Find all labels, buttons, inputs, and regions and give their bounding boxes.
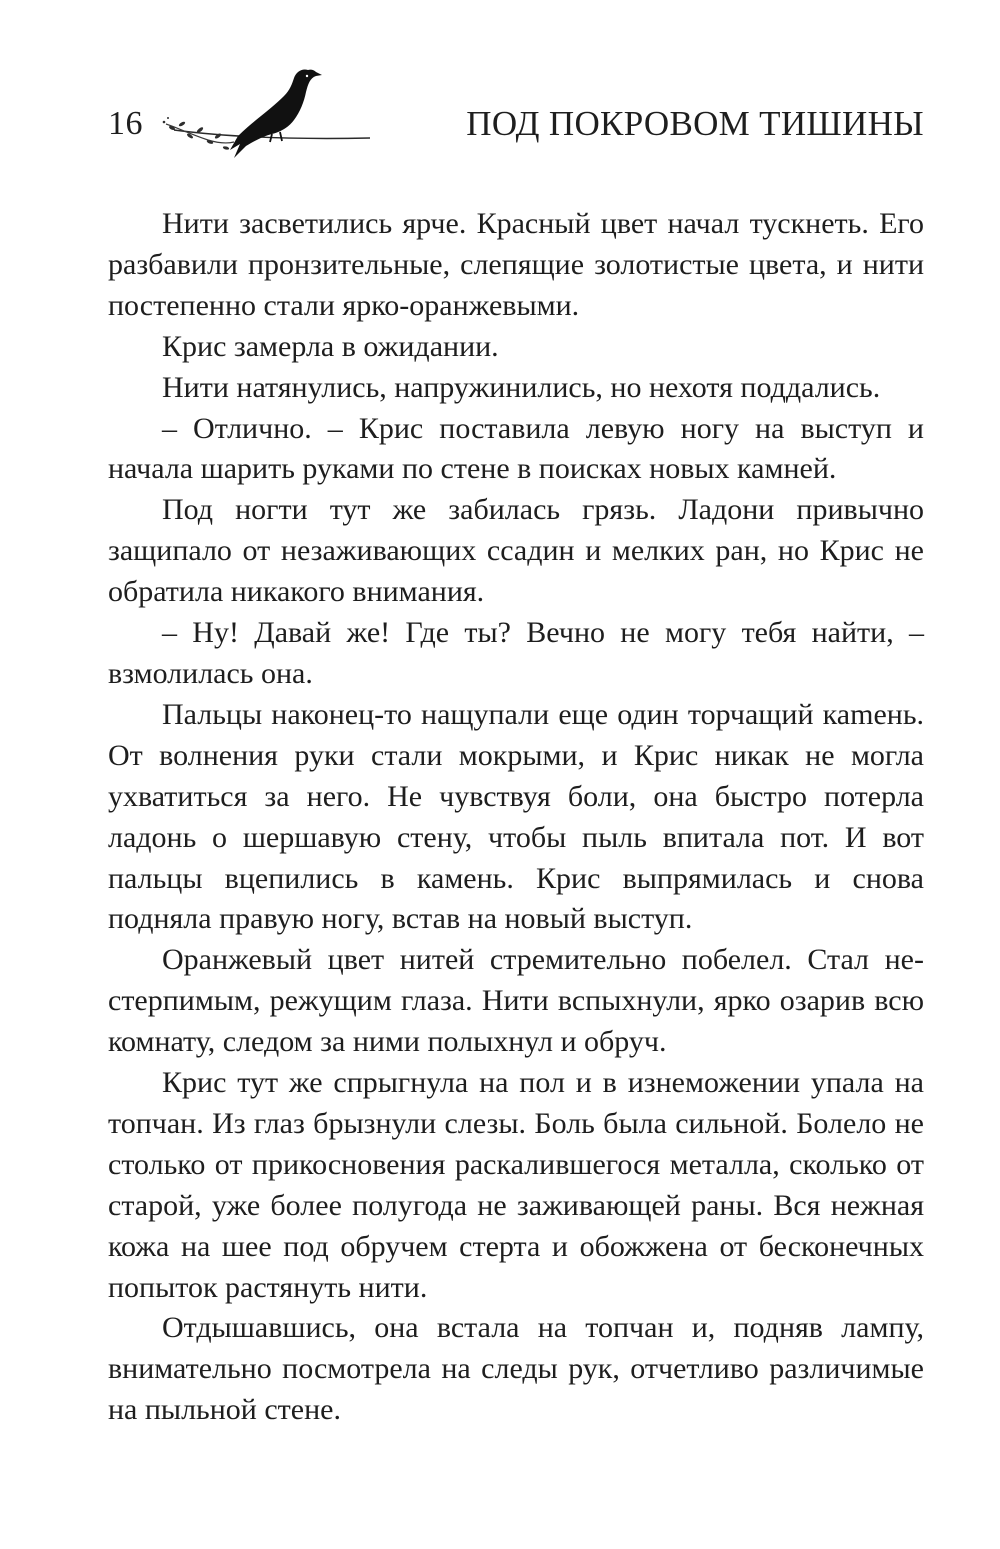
crow-on-branch-icon [160, 58, 375, 163]
paragraph: Крис тут же спрыгнула на пол и в изнеможении упала на топчан. Из глаз брызнули слезы. Боль была сильной. Болело не столько от прикосновения раскалившегося металла, сколько от старой, уже более полугода не заживающей раны. Вся нежная кожа на шее под обручем стерта и обожжена от бесконечных попыток растянуть нити. [108, 1066, 924, 1304]
paragraph: – Отлично. – Крис поставила левую ногу на выступ и начала шарить руками по стене в поисках новых камней. [108, 411, 924, 486]
paragraph: – Ну! Давай же! Где ты? Вечно не могу тебя найти, – взмолилась она. [108, 616, 924, 690]
page-header [0, 0, 1000, 175]
paragraph: Под ногти тут же забилась грязь. Ладони привычно защипало от незаживающих ссадин и мелких ран, но Крис не обратила никакого внимания. [108, 493, 924, 609]
running-title: ПОД ПОКРОВОМ ТИШИНЫ [466, 104, 924, 143]
paragraph: Крис замерла в ожидании. [162, 329, 499, 363]
paragraph: Нити натянулись, напружинились, но нехотя поддались. [162, 370, 881, 404]
paragraph: Оранжевый цвет нитей стремительно побелел. Стал нестерпимым, режущим глаза. Нити вспыхнули, ярко озарив всю комнату, следом за ними полыхнул и обруч. [108, 943, 924, 1059]
paragraph: Пальцы наконец-то нащупали еще один торчащий каmень. От волнения руки стали мокрыми, и Крис никак не могла ухватиться за него. Не чувствуя боли, она быстро потерла ладонь о шершавую стену, чтобы пыль впитала пот. И вот пальцы вцепились в камень. Крис выпрямилась и снова подняла правую ногу, встав на новый выступ. [108, 697, 924, 936]
body-text [108, 204, 924, 1431]
paragraph: Нити засветились ярче. Красный цвет начал тускнеть. Его разбавили пронзительные, слепящие золотистые цвета, и нити постепенно стали ярко-оранжевыми. [108, 207, 924, 322]
paragraph: Отдышавшись, она встала на топчан и, подняв лампу, внимательно посмотрела на следы рук, отчетливо различимые на пыльной стене. [108, 1311, 924, 1427]
page-number: 16 [108, 105, 143, 142]
